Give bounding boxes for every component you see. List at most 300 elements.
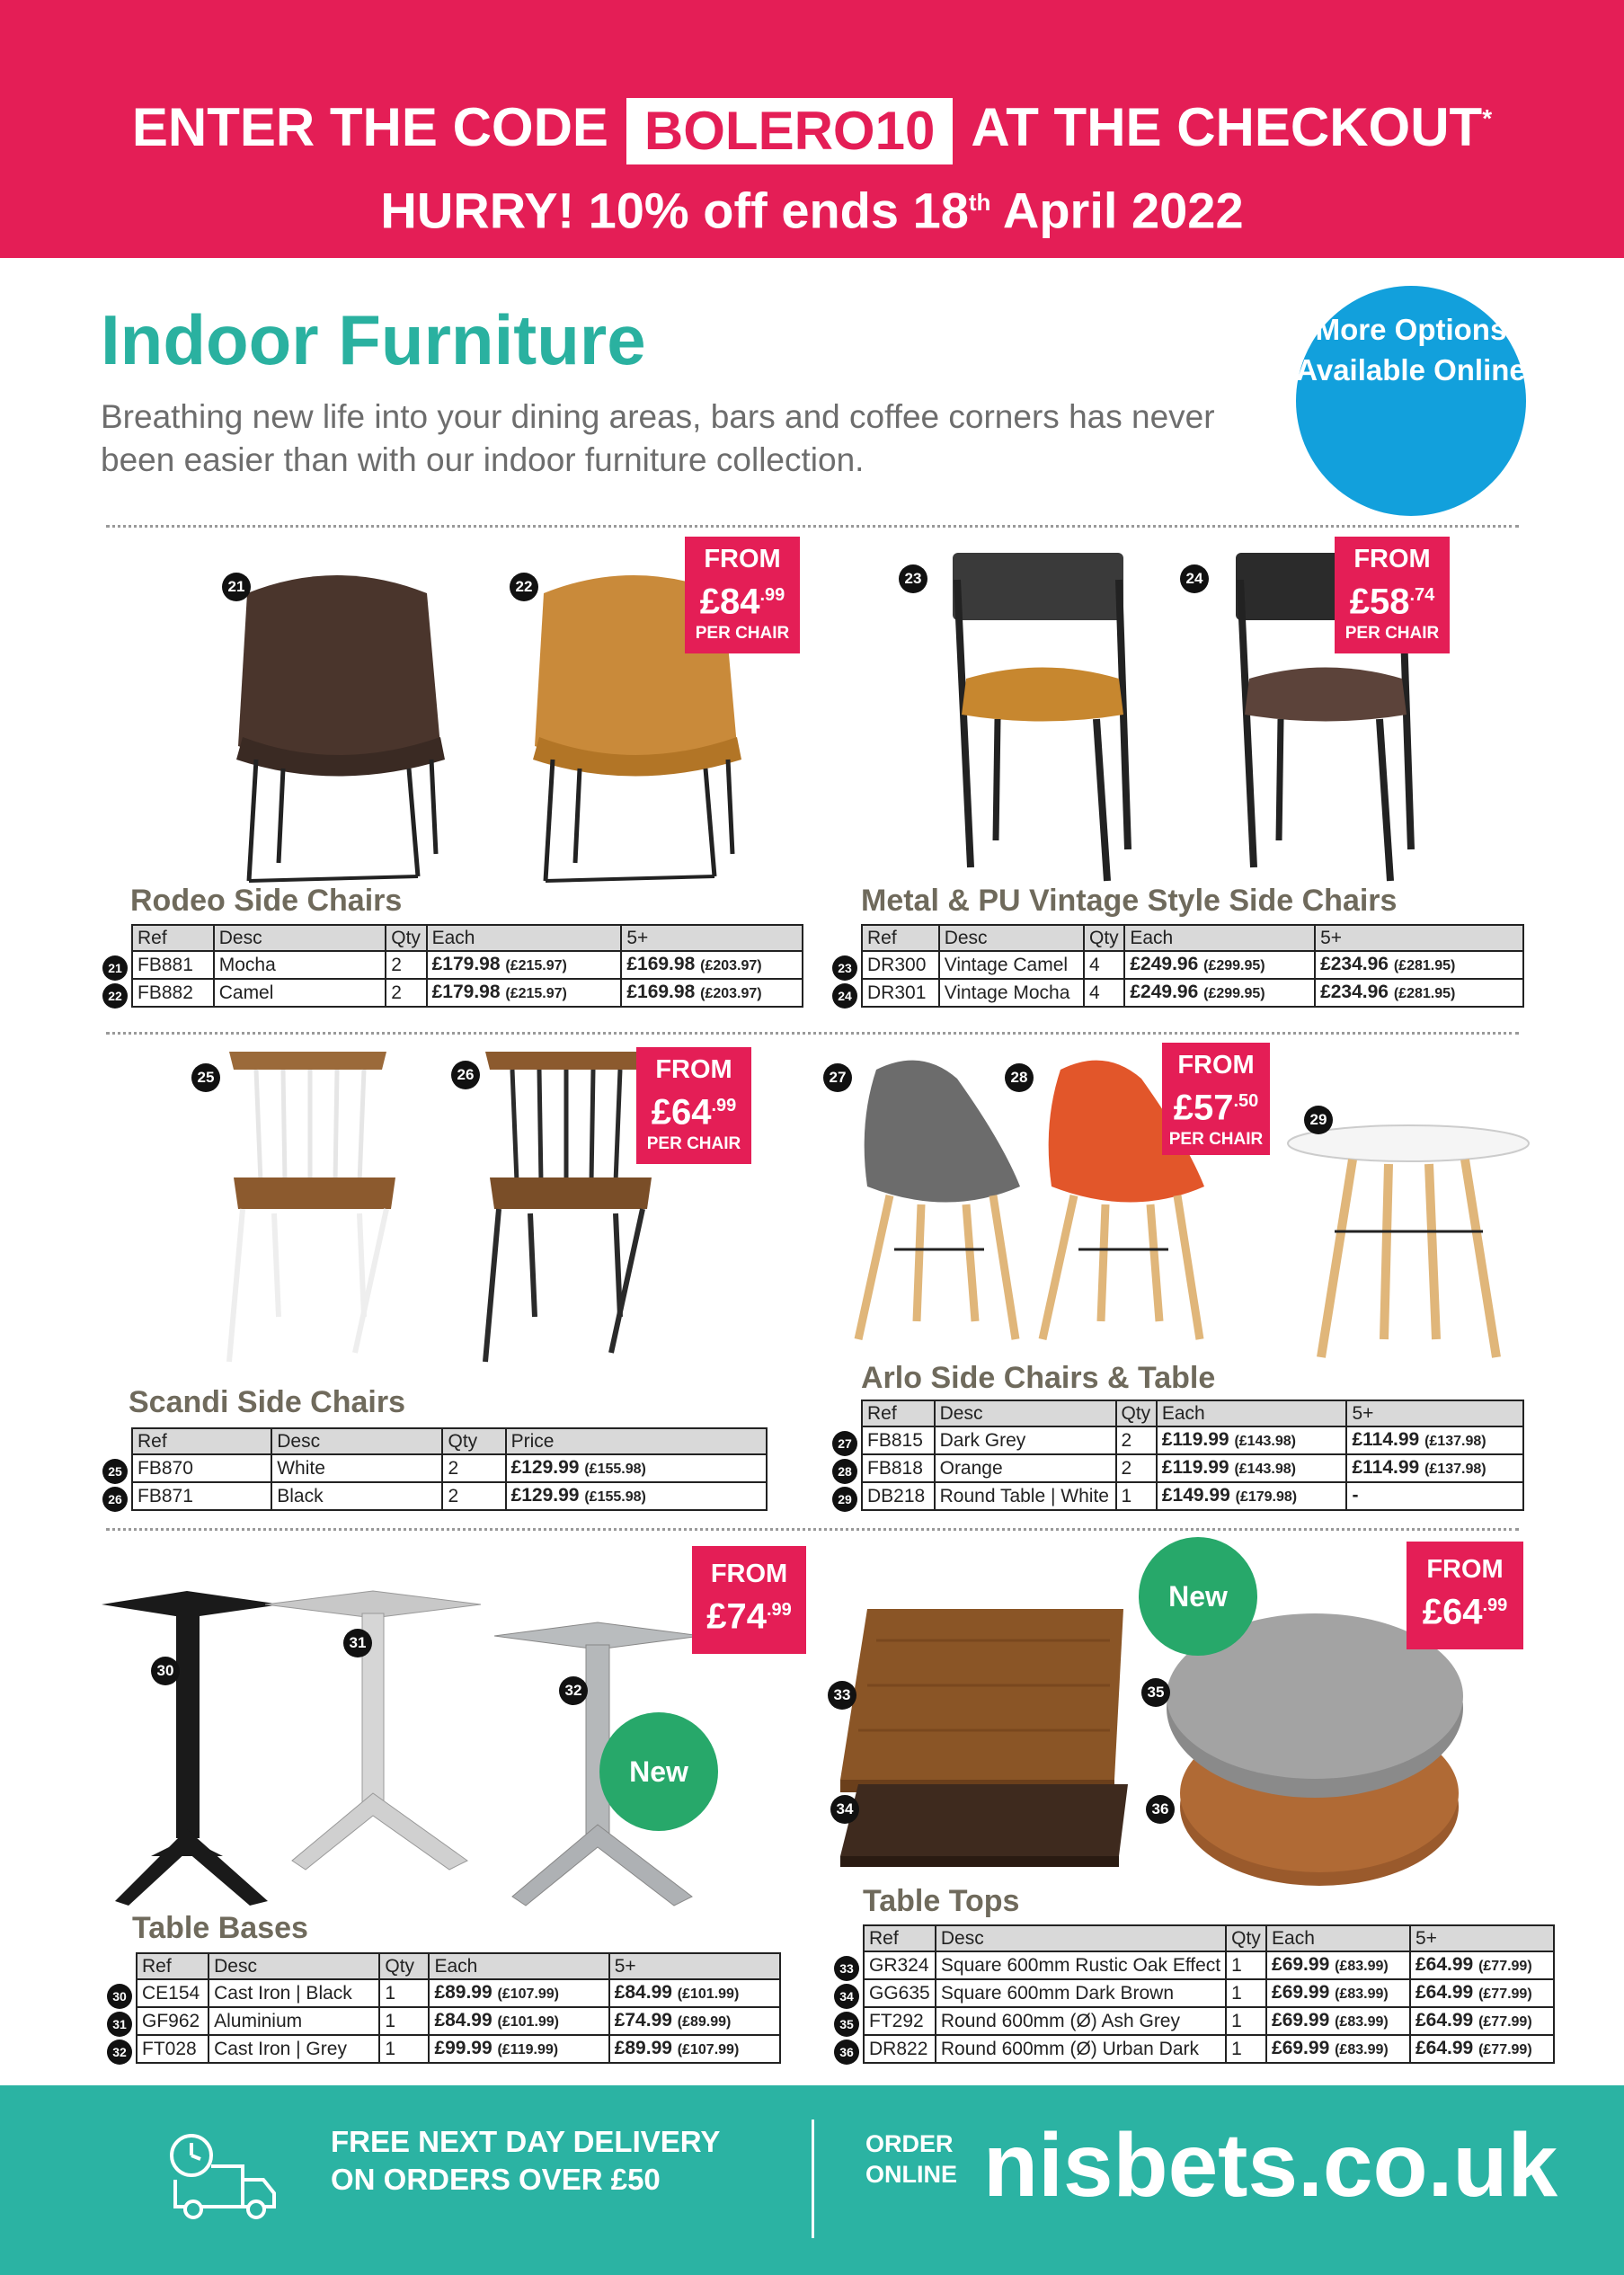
price-each-incl-vat: (£155.98) — [584, 1489, 646, 1505]
price-main: £74 — [706, 1596, 767, 1637]
order-online-label — [865, 2128, 957, 2190]
price-main: £58 — [1349, 582, 1410, 622]
product-number-26: 26 — [451, 1061, 480, 1089]
price-each-incl-vat: (£107.99) — [497, 1986, 560, 2002]
product-image-base-black — [97, 1569, 286, 1910]
five-plus-cell — [1346, 1454, 1523, 1482]
price-each: £89.99 — [434, 1982, 493, 2003]
row-number-marker: 31 — [107, 2012, 132, 2037]
price-badge-scandi — [636, 1047, 751, 1164]
product-image-top-round — [1167, 1613, 1463, 1892]
price-pence: .99 — [1482, 1595, 1508, 1615]
price-five-plus: £64.99 — [1415, 1954, 1474, 1975]
ref-cell — [864, 2007, 936, 2035]
price-each-incl-vat: (£143.98) — [1234, 1462, 1296, 1477]
divider — [106, 1528, 1519, 1531]
column-header: Desc — [936, 1925, 1226, 1951]
product-desc: Orange — [939, 1458, 1003, 1479]
price-five-plus-incl-vat: (£281.95) — [1393, 958, 1456, 973]
five-plus-cell — [609, 2035, 780, 2063]
price-each: £119.99 — [1161, 1457, 1229, 1478]
table-row — [862, 1454, 1523, 1482]
product-number-31: 31 — [343, 1629, 372, 1657]
website-link[interactable]: nisbets.co.uk — [983, 2115, 1558, 2216]
product-ref: DR300 — [867, 955, 927, 975]
product-number-36: 36 — [1146, 1795, 1175, 1824]
price-badge-tops — [1407, 1542, 1523, 1649]
five-plus-cell — [1410, 1979, 1554, 2007]
footer-divider — [812, 2119, 814, 2238]
column-header: 5+ — [1315, 925, 1523, 951]
column-header: Ref — [132, 925, 214, 951]
product-qty: 4 — [1089, 955, 1100, 975]
product-number-34: 34 — [830, 1795, 859, 1824]
table-header-row — [132, 925, 803, 951]
price-pence: .99 — [759, 585, 785, 605]
product-ref: FB870 — [138, 1458, 193, 1479]
table-row — [132, 1454, 767, 1482]
price-badge-bases — [692, 1546, 806, 1654]
column-header: Desc — [214, 925, 386, 951]
row-number-marker: 26 — [102, 1487, 128, 1512]
section-title-scandi: Scandi Side Chairs — [129, 1385, 405, 1419]
row-number-marker: 28 — [832, 1459, 857, 1484]
price-each: £249.96 — [1130, 954, 1199, 974]
product-qty: 1 — [385, 2011, 396, 2031]
column-header: 5+ — [1346, 1400, 1523, 1426]
price-five-plus: £169.98 — [626, 982, 696, 1002]
table-header-row — [862, 1400, 1523, 1426]
table-header-row — [137, 1953, 780, 1979]
qty-cell — [1116, 1482, 1157, 1510]
price-each-incl-vat: (£143.98) — [1234, 1434, 1296, 1449]
desc-cell — [209, 2007, 379, 2035]
five-plus-cell — [1346, 1426, 1523, 1454]
qty-cell — [1226, 1979, 1266, 2007]
ref-cell — [862, 1426, 935, 1454]
column-header: Qty — [379, 1953, 429, 1979]
desc-cell — [936, 2007, 1226, 2035]
qty-cell — [1226, 1951, 1266, 1979]
product-qty: 1 — [1231, 1955, 1242, 1976]
product-desc: Dark Grey — [939, 1430, 1026, 1451]
price-each-incl-vat: (£83.99) — [1335, 2014, 1389, 2030]
qty-cell — [442, 1482, 505, 1510]
product-ref: CE154 — [142, 1983, 200, 2004]
price-five-plus-incl-vat: (£101.99) — [677, 1986, 740, 2002]
price-five-plus-incl-vat: (£89.99) — [677, 2014, 732, 2030]
product-desc: Vintage Mocha — [944, 982, 1070, 1003]
desc-cell — [935, 1482, 1116, 1510]
price-from-label: FROM — [655, 1055, 732, 1084]
each-cell — [429, 2035, 608, 2063]
ref-cell — [864, 1979, 936, 2007]
row-number-marker: 30 — [107, 1984, 132, 2009]
price-pence: .50 — [1233, 1091, 1259, 1111]
table-row — [862, 951, 1523, 979]
desc-cell — [214, 951, 386, 979]
product-table-arlo — [861, 1400, 1524, 1511]
price-per-chair-label: PER CHAIR — [695, 624, 790, 644]
each-cell — [1157, 1454, 1347, 1482]
product-number-29: 29 — [1304, 1106, 1333, 1134]
price-amount — [685, 574, 800, 622]
product-ref: GG635 — [869, 1983, 930, 2004]
five-plus-cell — [609, 2007, 780, 2035]
product-ref: FB815 — [867, 1430, 923, 1451]
column-header: Ref — [132, 1428, 271, 1454]
ref-cell — [137, 2035, 209, 2063]
qty-cell — [1226, 2035, 1266, 2063]
product-qty: 2 — [448, 1486, 459, 1506]
desc-cell — [271, 1454, 442, 1482]
table-row — [132, 951, 803, 979]
price-each-incl-vat: (£215.97) — [505, 958, 567, 973]
product-image-arlo-grey — [840, 1052, 1029, 1357]
each-cell — [1266, 2035, 1410, 2063]
row-number-marker: 23 — [832, 955, 857, 981]
price-badge-arlo — [1162, 1043, 1270, 1155]
price-pence: .74 — [1409, 585, 1435, 605]
product-number-33: 33 — [828, 1681, 856, 1710]
table-row — [137, 2035, 780, 2063]
column-header: Ref — [864, 1925, 936, 1951]
price-each: £149.99 — [1161, 1485, 1230, 1506]
row-number-marker: 29 — [832, 1487, 857, 1512]
product-qty: 2 — [448, 1458, 459, 1479]
desc-cell — [209, 2035, 379, 2063]
price-five-plus: £64.99 — [1415, 2010, 1474, 2031]
each-cell — [1266, 2007, 1410, 2035]
free-delivery-line2: ON ORDERS OVER £50 — [331, 2163, 661, 2196]
price-five-plus: £234.96 — [1320, 954, 1389, 974]
product-ref: FT292 — [869, 2011, 924, 2031]
product-qty: 1 — [1231, 2011, 1242, 2031]
table-row — [862, 1482, 1523, 1510]
price-each: £249.96 — [1130, 982, 1199, 1002]
page-title: Indoor Furniture — [101, 300, 646, 379]
price-each: £129.99 — [510, 1457, 580, 1478]
table-row — [862, 1426, 1523, 1454]
product-qty: 1 — [385, 2039, 396, 2059]
section-title-bases: Table Bases — [132, 1911, 308, 1945]
product-ref: GF962 — [142, 2011, 200, 2031]
price-main: £64 — [651, 1092, 712, 1133]
desc-cell — [939, 979, 1084, 1007]
row-number-marker: 25 — [102, 1459, 128, 1484]
table-header-row — [132, 1428, 767, 1454]
column-header: Desc — [939, 925, 1084, 951]
price-main: £84 — [699, 582, 760, 622]
product-number-22: 22 — [510, 573, 538, 601]
column-header: 5+ — [609, 1953, 780, 1979]
promo-code: BOLERO10 — [626, 98, 953, 164]
column-header: Each — [1124, 925, 1315, 951]
product-desc: Black — [277, 1486, 324, 1506]
product-table-scandi — [131, 1427, 768, 1511]
price-amount — [692, 1589, 806, 1637]
column-header: Desc — [209, 1953, 379, 1979]
price-five-plus-incl-vat: (£203.97) — [700, 958, 762, 973]
product-desc: Round 600mm (Ø) Ash Grey — [940, 2011, 1180, 2031]
qty-cell — [379, 2035, 429, 2063]
desc-cell — [939, 951, 1084, 979]
price-each: £84.99 — [434, 2010, 493, 2031]
product-qty: 2 — [1121, 1458, 1132, 1479]
each-cell — [1124, 951, 1315, 979]
table-row — [862, 979, 1523, 1007]
product-table-bases — [136, 1952, 781, 2064]
promo-deadline-date: April 2022 — [990, 182, 1244, 239]
qty-cell — [1116, 1454, 1157, 1482]
column-header: Ref — [137, 1953, 209, 1979]
row-number-marker: 22 — [102, 983, 128, 1009]
price-five-plus-incl-vat: (£77.99) — [1478, 2042, 1532, 2057]
product-image-base-aluminium — [265, 1573, 481, 1897]
price-each: £179.98 — [431, 982, 501, 1002]
row-number-marker: 33 — [834, 1956, 859, 1981]
price-each-incl-vat: (£299.95) — [1203, 986, 1265, 1001]
price-main: £57 — [1173, 1088, 1234, 1128]
table-row — [864, 1951, 1554, 1979]
five-plus-cell — [1410, 2007, 1554, 2035]
new-badge: New — [599, 1712, 718, 1831]
column-header: Each — [1157, 1400, 1347, 1426]
ref-cell — [137, 2007, 209, 2035]
price-five-plus: £64.99 — [1415, 2038, 1474, 2058]
delivery-truck-icon — [166, 2130, 283, 2220]
price-five-plus-incl-vat: (£77.99) — [1478, 1959, 1532, 1974]
desc-cell — [935, 1454, 1116, 1482]
price-from-label: FROM — [704, 545, 781, 573]
five-plus-cell — [1346, 1482, 1523, 1510]
product-desc: Round 600mm (Ø) Urban Dark — [940, 2039, 1199, 2059]
divider — [106, 1032, 1519, 1035]
table-row — [864, 1979, 1554, 2007]
price-each: £129.99 — [510, 1485, 580, 1506]
price-five-plus: £169.98 — [626, 954, 696, 974]
price-five-plus: £84.99 — [614, 1982, 672, 2003]
column-header: Desc — [271, 1428, 442, 1454]
five-plus-cell — [609, 1979, 780, 2007]
price-each-incl-vat: (£83.99) — [1335, 2042, 1389, 2057]
price-five-plus-incl-vat: (£281.95) — [1393, 986, 1456, 1001]
price-five-plus-incl-vat: (£77.99) — [1478, 2014, 1532, 2030]
each-cell — [429, 2007, 608, 2035]
price-per-chair-label: PER CHAIR — [1344, 624, 1440, 644]
price-five-plus-incl-vat: (£137.98) — [1424, 1434, 1486, 1449]
price-five-plus-incl-vat: (£107.99) — [677, 2042, 740, 2057]
five-plus-cell — [1410, 1951, 1554, 1979]
row-number-marker: 34 — [834, 1984, 859, 2009]
column-header: Price — [506, 1428, 767, 1454]
price-each-incl-vat: (£83.99) — [1335, 1986, 1389, 2002]
price-five-plus-incl-vat: (£203.97) — [700, 986, 762, 1001]
section-title-vintage: Metal & PU Vintage Style Side Chairs — [861, 884, 1398, 918]
qty-cell — [1084, 951, 1124, 979]
price-each-incl-vat: (£155.98) — [584, 1462, 646, 1477]
promo-text-before: ENTER THE CODE — [131, 97, 608, 157]
each-cell — [427, 979, 622, 1007]
qty-cell — [386, 979, 426, 1007]
table-row — [137, 2007, 780, 2035]
row-number-marker: 35 — [834, 2012, 859, 2037]
product-ref: FB881 — [138, 955, 193, 975]
qty-cell — [442, 1454, 505, 1482]
new-badge: New — [1139, 1537, 1257, 1656]
column-header: Ref — [862, 925, 939, 951]
section-title-arlo: Arlo Side Chairs & Table — [861, 1361, 1216, 1395]
product-table-vintage — [861, 924, 1524, 1008]
section-title-tops: Table Tops — [863, 1884, 1020, 1918]
product-ref: DB218 — [867, 1486, 926, 1506]
column-header: Each — [427, 925, 622, 951]
desc-cell — [936, 1951, 1226, 1979]
desc-cell — [214, 979, 386, 1007]
price-five-plus: £114.99 — [1352, 1457, 1420, 1478]
table-row — [864, 2007, 1554, 2035]
table-row — [137, 1979, 780, 2007]
five-plus-cell — [1315, 951, 1523, 979]
qty-cell — [379, 1979, 429, 2007]
product-desc: Square 600mm Dark Brown — [940, 1983, 1174, 2004]
price-five-plus-incl-vat: (£137.98) — [1424, 1462, 1486, 1477]
price-each: £99.99 — [434, 2038, 493, 2058]
column-header: 5+ — [1410, 1925, 1554, 1951]
column-header: Each — [1266, 1925, 1410, 1951]
more-options-badge[interactable]: More Options Available Online — [1296, 286, 1526, 516]
promo-deadline-line — [0, 171, 1624, 243]
product-qty: 1 — [385, 1983, 396, 2004]
product-number-35: 35 — [1141, 1678, 1170, 1707]
ref-cell — [132, 1482, 271, 1510]
product-number-21: 21 — [222, 573, 251, 601]
product-number-28: 28 — [1005, 1063, 1034, 1092]
promo-deadline-sup: th — [968, 189, 991, 216]
price-each-incl-vat: (£119.99) — [497, 2042, 559, 2057]
product-image-top-dark — [840, 1784, 1137, 1874]
section-title-rodeo: Rodeo Side Chairs — [130, 884, 403, 918]
each-cell — [1124, 979, 1315, 1007]
price-each-incl-vat: (£101.99) — [497, 2014, 560, 2030]
five-plus-cell — [1315, 979, 1523, 1007]
product-ref: FB871 — [138, 1486, 193, 1506]
row-number-marker: 21 — [102, 955, 128, 981]
ref-cell — [137, 1979, 209, 2007]
product-ref: FB818 — [867, 1458, 923, 1479]
price-five-plus-incl-vat: (£77.99) — [1478, 1986, 1532, 2002]
product-number-27: 27 — [823, 1063, 852, 1092]
product-number-23: 23 — [899, 564, 927, 593]
product-desc: Round Table | White — [939, 1486, 1109, 1506]
promo-text-after: AT THE CHECKOUT — [971, 97, 1483, 157]
promo-deadline-text: HURRY! 10% off ends 18 — [380, 182, 969, 239]
product-image-scandi-black — [476, 1047, 656, 1371]
each-cell — [1266, 1979, 1410, 2007]
order-online-line2: ONLINE — [865, 2161, 958, 2188]
price-five-plus: £64.99 — [1415, 1982, 1474, 2003]
column-header: Qty — [1226, 1925, 1266, 1951]
row-number-marker: 24 — [832, 983, 857, 1009]
product-desc: Square 600mm Rustic Oak Effect — [940, 1955, 1221, 1976]
price-each-incl-vat: (£83.99) — [1335, 1959, 1389, 1974]
promo-code-line — [0, 83, 1624, 164]
product-number-25: 25 — [191, 1063, 220, 1092]
product-desc: Camel — [218, 982, 274, 1003]
product-qty: 1 — [1231, 2039, 1242, 2059]
product-image-arlo-table — [1285, 1124, 1532, 1366]
promo-banner — [0, 0, 1624, 258]
price-pence: .99 — [766, 1600, 792, 1620]
ref-cell — [862, 951, 939, 979]
each-cell — [506, 1454, 767, 1482]
price-each-incl-vat: (£215.97) — [505, 986, 567, 1001]
row-number-marker: 36 — [834, 2040, 859, 2065]
product-qty: 2 — [391, 955, 402, 975]
product-qty: 2 — [1121, 1430, 1132, 1451]
qty-cell — [1084, 979, 1124, 1007]
product-number-32: 32 — [559, 1676, 588, 1705]
ref-cell — [132, 979, 214, 1007]
product-image-scandi-white — [220, 1047, 400, 1371]
price-five-plus: - — [1352, 1485, 1359, 1506]
price-from-label: FROM — [710, 1560, 788, 1588]
price-amount — [1162, 1080, 1270, 1128]
product-qty: 1 — [1231, 1983, 1242, 2004]
ref-cell — [132, 951, 214, 979]
column-header: Qty — [1084, 925, 1124, 951]
intro-text: Breathing new life into your dining areas, bars and coffee corners has never been easier than with our indoor furniture collection. — [101, 398, 1215, 478]
price-five-plus: £74.99 — [614, 2010, 672, 2031]
ref-cell — [862, 1482, 935, 1510]
product-desc: Mocha — [218, 955, 276, 975]
price-each-incl-vat: (£299.95) — [1203, 958, 1265, 973]
table-row — [132, 979, 803, 1007]
price-each-incl-vat: (£179.98) — [1235, 1489, 1298, 1505]
footer-bar — [0, 2085, 1624, 2275]
desc-cell — [935, 1426, 1116, 1454]
product-table-tops — [863, 1924, 1555, 2064]
product-ref: GR324 — [869, 1955, 929, 1976]
price-badge-rodeo — [685, 537, 800, 653]
divider — [106, 525, 1519, 528]
price-from-label: FROM — [1353, 545, 1431, 573]
each-cell — [429, 1979, 608, 2007]
price-amount — [1335, 574, 1450, 622]
qty-cell — [1116, 1426, 1157, 1454]
product-number-24: 24 — [1180, 564, 1209, 593]
price-per-chair-label: PER CHAIR — [1168, 1130, 1264, 1150]
product-qty: 4 — [1089, 982, 1100, 1003]
desc-cell — [209, 1979, 379, 2007]
promo-asterisk: * — [1482, 104, 1493, 132]
desc-cell — [936, 1979, 1226, 2007]
order-online-line1: ORDER — [865, 2130, 954, 2157]
price-five-plus: £114.99 — [1352, 1429, 1420, 1450]
product-qty: 1 — [1121, 1486, 1132, 1506]
ref-cell — [862, 1454, 935, 1482]
five-plus-cell — [621, 951, 803, 979]
table-row — [864, 2035, 1554, 2063]
price-per-chair-label: PER CHAIR — [646, 1134, 741, 1154]
five-plus-cell — [621, 979, 803, 1007]
price-badge-vintage — [1335, 537, 1450, 653]
qty-cell — [386, 951, 426, 979]
ref-cell — [864, 1951, 936, 1979]
price-from-label: FROM — [1426, 1555, 1504, 1584]
product-desc: Cast Iron | Black — [214, 1983, 352, 2004]
product-image-vintage-camel — [935, 544, 1141, 885]
